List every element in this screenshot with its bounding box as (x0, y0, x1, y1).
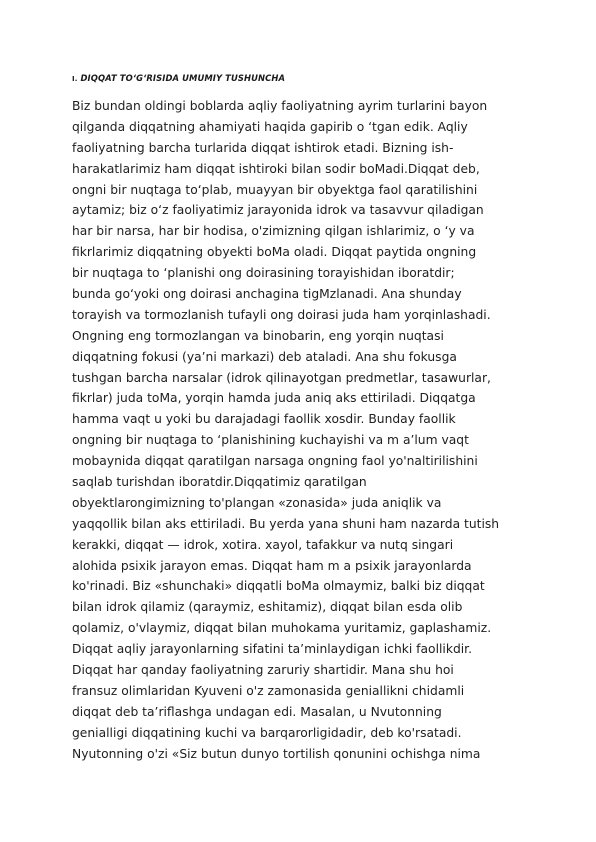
paragraph-line: alohida psixik jarayon emas. Diqqat ham m a psixik jarayonlarda (72, 558, 472, 573)
paragraph-line: mobaynida diqqat qaratilgan narsaga ongning faol yo'naltirilishini (72, 454, 478, 469)
paragraph-line: Nyutonning o'zi «Siz butun dunyo tortilish qonunini ochishga nima (72, 746, 481, 761)
paragraph-line: hamma vaqt u yoki bu darajadagi faollik xosdir. Bunday faollik (72, 412, 456, 427)
paragraph-line: Ongning eng tormozlangan va binobarin, eng yorqin nuqtasi (72, 328, 444, 343)
paragraph-line: saqlab turishdan iboratdir.Diqqatimiz qaratilgan (72, 475, 367, 490)
paragraph-line: kerakki, diqqat — idrok, xotira. xayol, tafakkur va nutq singari (72, 537, 454, 552)
section-number: I. (72, 75, 78, 83)
paragraph-line: obyektlarongimizning to'plangan «zonasida» juda aniqlik va (72, 495, 442, 510)
paragraph-line: Diqqat har qanday faoliyatning zaruriy shartidir. Mana shu hoi (72, 663, 454, 678)
paragraph-line: tushgan barcha narsalar (idrok qilinayotgan predmetlar, tasawurlar, (72, 370, 491, 385)
paragraph-line: har bir narsa, har bir hodisa, o'zimizning qilgan ishlarimiz, o ‘y va (72, 224, 475, 239)
paragraph-line: ongning bir nuqtaga to ‘planishining kuchayishi va m a’lum vaqt (72, 433, 469, 448)
paragraph-line: fikrlar) juda toMa, yorqin hamda juda aniq aks ettiriladi. Diqqatga (72, 391, 476, 406)
paragraph-line: yaqqollik bilan aks ettiriladi. Bu yerda yana shuni ham nazarda tutish (72, 516, 500, 531)
paragraph-line: bunda go‘yoki ong doirasi anchagina tigMzlanadi. Ana shunday (72, 287, 462, 302)
paragraph-line: genialligi diqqatining kuchi va barqarorligidadir, deb ko'rsatadi. (72, 725, 462, 740)
paragraph-line: aytamiz; biz o‘z faoliyatimiz jarayonida idrok va tasavvur qiladigan (72, 203, 484, 218)
paragraph-line: qilganda diqqatning ahamiyati haqida gapirib o ‘tgan edik. Aqliy (72, 119, 468, 134)
paragraph-line: diqqatning fokusi (ya’ni markazi) deb ataladi. Ana shu fokusga (72, 349, 457, 364)
section-heading (72, 73, 285, 83)
paragraph-line: faoliyatning barcha turlarida diqqat ishtirok etadi. Bizning ish- (72, 140, 454, 155)
paragraph-line: harakatlarimiz ham diqqat ishtiroki bilan sodir boMadi.Diqqat deb, (72, 161, 480, 176)
paragraph-line: fikrlarimiz diqqatning obyekti boMa oladi. Diqqat paytida ongning (72, 245, 477, 260)
section-title: DIQQAT TO‘G‘RISIDA UMUMIY TUSHUNCHA (80, 73, 286, 83)
paragraph-line: ongni bir nuqtaga to‘plab, muayyan bir obyektga faol qaratilishini (72, 182, 478, 197)
paragraph-line: Diqqat aqliy jarayonlarning sifatini ta’minlaydigan ichki faollikdir. (72, 642, 472, 657)
paragraph-line: fransuz olimlaridan Kyuveni o'z zamonasida geniallikni chidamli (72, 683, 465, 698)
paragraph-line: ko'rinadi. Biz «shunchaki» diqqatli boMa olmaymiz, balki biz diqqat (72, 579, 485, 594)
paragraph-line: Biz bundan oldingi boblarda aqliy faoliyatning ayrim turlarini bayon (72, 99, 488, 113)
paragraph-line: diqqat deb ta’riflashga undagan edi. Masalan, u Nvutonning (72, 704, 442, 719)
body-paragraph (72, 96, 532, 765)
paragraph-line: qolamiz, o'vlaymiz, diqqat bilan muhokama yuritamiz, gaplashamiz. (72, 621, 492, 636)
paragraph-line: bir nuqtaga to ‘planishi ong doirasining torayishidan iboratdir; (72, 266, 455, 281)
paragraph-line: bilan idrok qilamiz (qaraymiz, eshitamiz), diqqat bilan esda olib (72, 600, 463, 615)
paragraph-line: torayish va tormozlanish tufayli ong doirasi juda ham yorqinlashadi. (72, 307, 491, 322)
